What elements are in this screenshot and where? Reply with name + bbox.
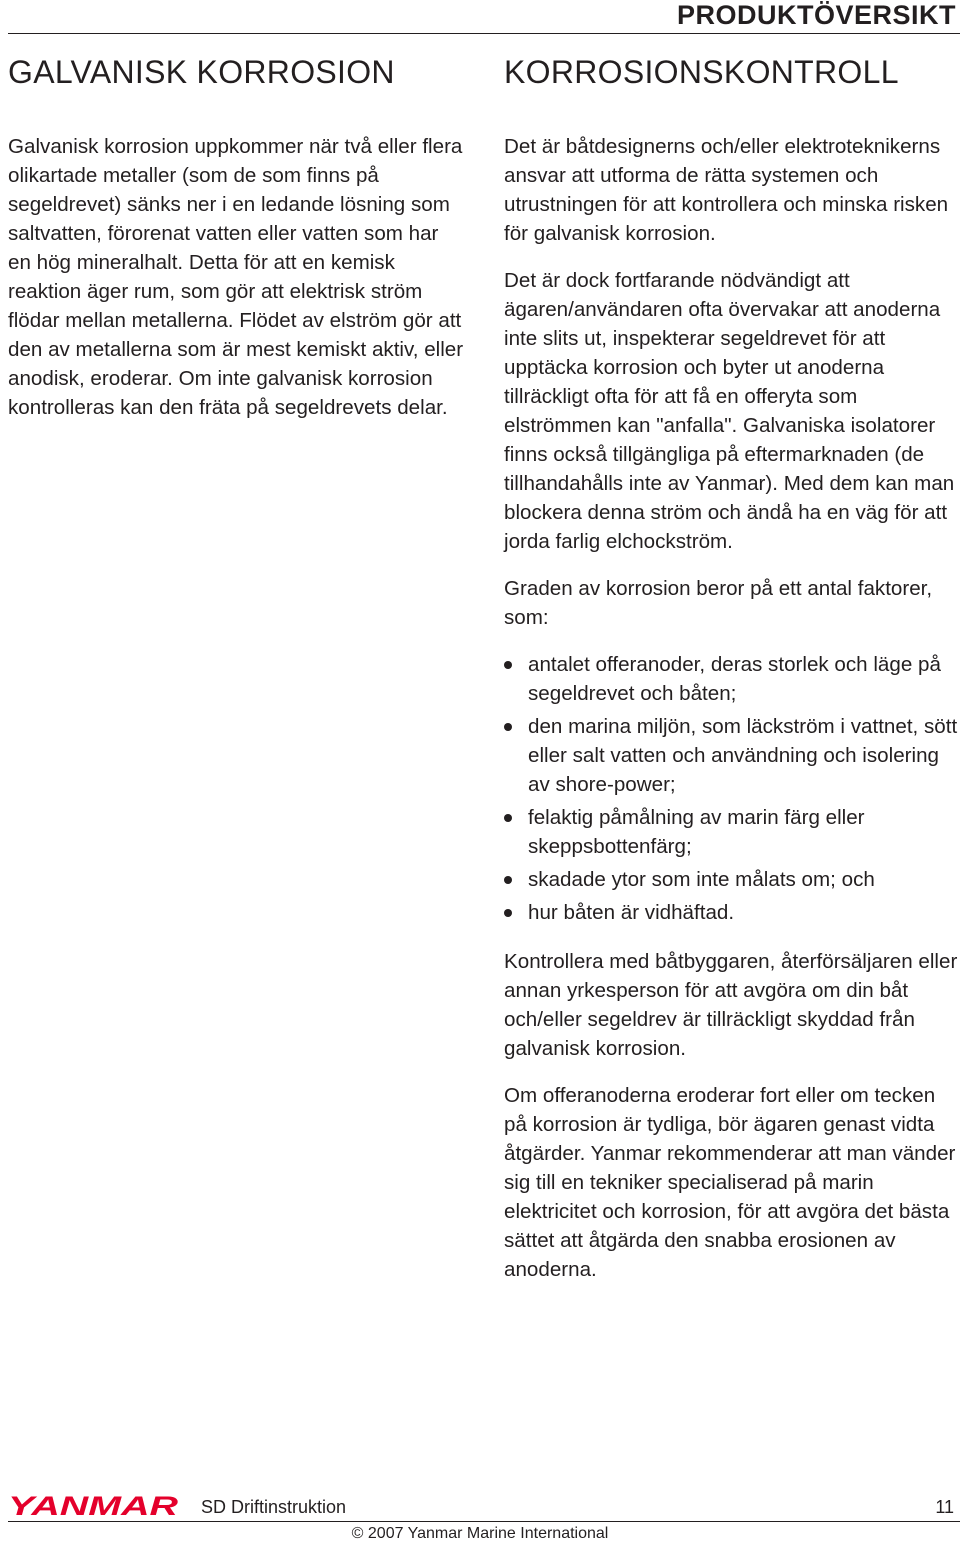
factors-list <box>504 650 960 927</box>
list-item: hur båten är vidhäftad. <box>504 898 960 927</box>
list-item: skadade ytor som inte målats om; och <box>504 865 960 894</box>
svg-text:YANMAR: YANMAR <box>8 1492 179 1518</box>
corrosion-control-heading: KORROSIONSKONTROLL <box>504 54 899 90</box>
list-item: antalet offeranoder, deras storlek och läge på segeldrevet och båten; <box>504 650 960 708</box>
owner-monitoring-paragraph: Det är dock fortfarande nödvändigt att ägaren/användaren ofta övervakar att anoderna inte slits ut, inspekterar segeldrevet för att upptäcka korrosion och byter ut anoderna tillräckligt ofta för att få en offeryta som elströmmen kan "anfalla". Galvaniska isolatorer finns också tillgängliga på eftermarknaden (de tillhandahålls inte av Yanmar). Med dem kan man blockera denna ström och ändå ha en väg för att jorda farlig elchockström. <box>504 269 955 553</box>
rapid-erosion-paragraph: Om offeranoderna eroderar fort eller om tecken på korrosion är tydliga, bör ägaren genast vidta åtgärder. Yanmar rekommenderar att man vänder sig till en tekniker specialiserad på marin elektricitet och korrosion, för att avgöra det bästa sättet att åtgärda den snabba erosionen av anoderna. <box>504 1084 956 1281</box>
galvanic-corrosion-paragraph: Galvanisk korrosion uppkommer när två eller flera olikartade metaller (som de som finns på segeldrevet) sänks ner i en ledande lösning som saltvatten, förorenat vatten eller vatten som har en hög mineralhalt. Detta för att en kemisk reaktion äger rum, som gör att elektrisk ström flödar mellan metallerna. Flödet av elström gör att den av metallerna som är mest kemiskt aktiv, eller anodisk, eroderar. Om inte galvanisk korrosion kontrolleras kan den fräta på segeldrevets delar. <box>8 135 464 419</box>
list-item: den marina miljön, som läckström i vattnet, sött eller salt vatten och användning och isolering av shore-power; <box>504 712 960 799</box>
copyright: © 2007 Yanmar Marine International <box>351 1525 609 1542</box>
yanmar-logo <box>8 1492 180 1518</box>
factors-intro-paragraph: Graden av korrosion beror på ett antal faktorer, som: <box>504 577 933 629</box>
document-title: SD Driftinstruktion <box>201 1497 347 1517</box>
section-header: PRODUKTÖVERSIKT <box>676 0 956 30</box>
galvanic-corrosion-heading: GALVANISK KORROSION <box>8 54 395 90</box>
footer-rule <box>8 1521 960 1522</box>
right-column <box>504 52 960 1302</box>
page-number: 11 <box>935 1497 954 1517</box>
left-column <box>8 52 466 440</box>
header-rule <box>8 33 960 34</box>
responsibility-paragraph: Det är båtdesignerns och/eller elektroteknikerns ansvar att utforma de rätta systemen och utrustningen för att kontrollera och minska risken för galvanisk korrosion. <box>504 135 949 245</box>
check-with-builder-paragraph: Kontrollera med båtbyggaren, återförsäljaren eller annan yrkesperson för att avgöra om din båt och/eller segeldrev är tillräckligt skyddad från galvanisk korrosion. <box>504 950 958 1060</box>
list-item: felaktig påmålning av marin färg eller skeppsbottenfärg; <box>504 803 960 861</box>
